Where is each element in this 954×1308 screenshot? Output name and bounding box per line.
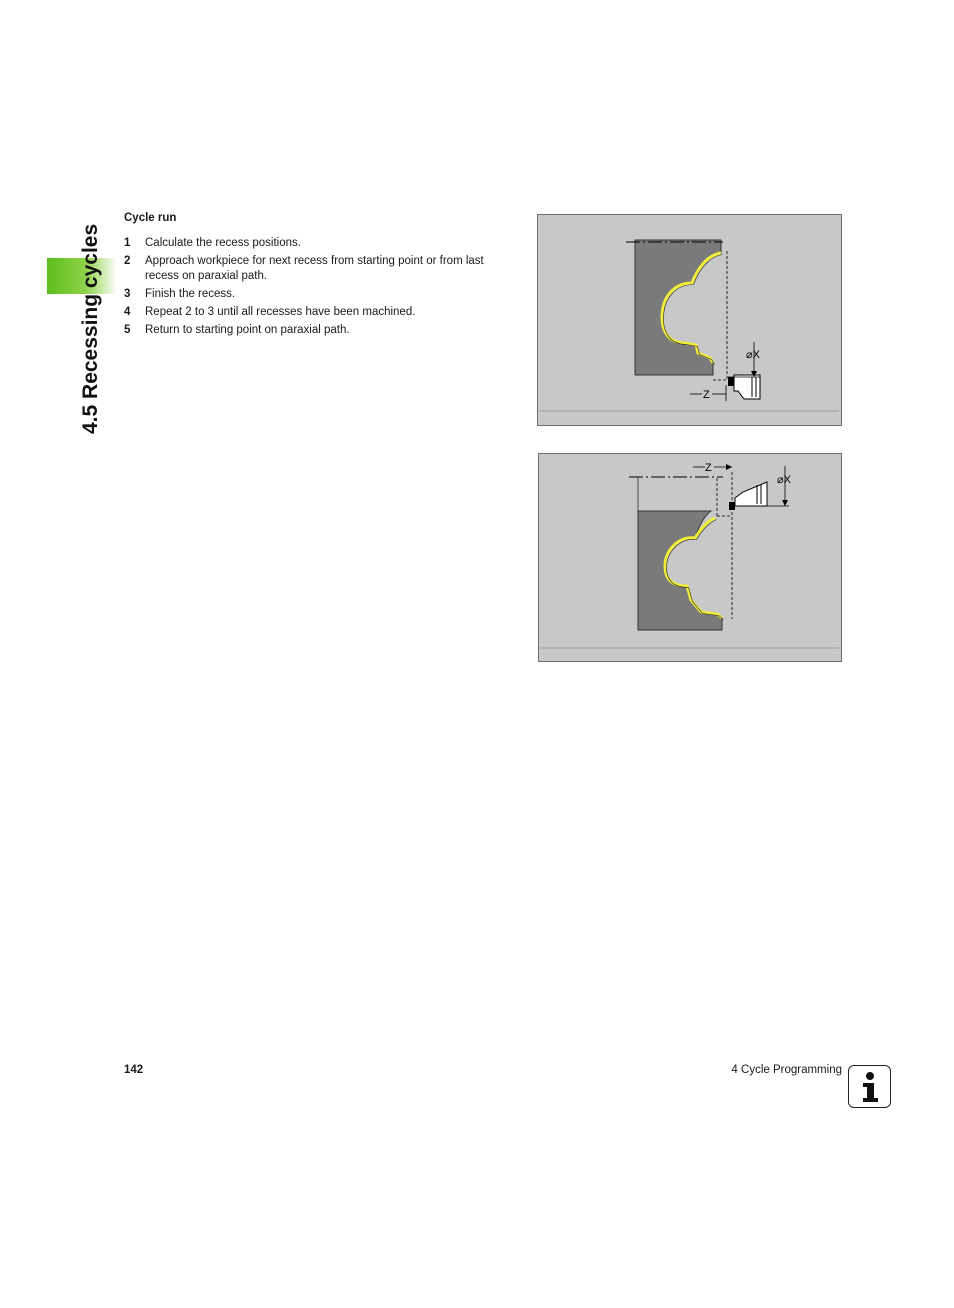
cycle-diagram-approach xyxy=(538,453,842,662)
z-axis-label: Z xyxy=(703,389,710,401)
step-number: 5 xyxy=(124,324,131,336)
cycle-diagram-svg xyxy=(539,454,841,661)
list-item xyxy=(124,305,516,320)
cycle-diagram-finish xyxy=(537,214,842,426)
page-number: 142 xyxy=(124,1064,144,1076)
section-title-vertical: 4.5 Recessing cycles xyxy=(79,223,102,434)
step-text: Finish the recess. xyxy=(145,288,236,300)
list-item xyxy=(124,323,516,338)
list-item xyxy=(124,236,516,251)
step-number: 1 xyxy=(124,237,131,249)
step-text: Approach workpiece for next recess from starting point or from last recess on paraxial path. xyxy=(145,255,484,282)
section-heading: Cycle run xyxy=(124,212,177,224)
x-axis-label: ⌀X xyxy=(746,349,760,361)
x-axis-label: ⌀X xyxy=(777,474,791,486)
step-text: Calculate the recess positions. xyxy=(145,237,301,249)
tool-holder xyxy=(735,482,767,506)
z-axis-label: Z xyxy=(705,462,712,474)
chapter-title: 4 Cycle Programming xyxy=(731,1064,842,1076)
list-item xyxy=(124,287,516,302)
step-text: Return to starting point on paraxial path. xyxy=(145,324,350,336)
step-list xyxy=(124,236,516,341)
step-number: 2 xyxy=(124,255,131,267)
cycle-diagram-svg xyxy=(538,215,841,425)
info-icon xyxy=(848,1065,891,1108)
step-number: 3 xyxy=(124,288,131,300)
step-text: Repeat 2 to 3 until all recesses have been machined. xyxy=(145,306,416,318)
tool-tip xyxy=(728,377,734,386)
list-item xyxy=(124,254,516,284)
step-number: 4 xyxy=(124,306,131,318)
